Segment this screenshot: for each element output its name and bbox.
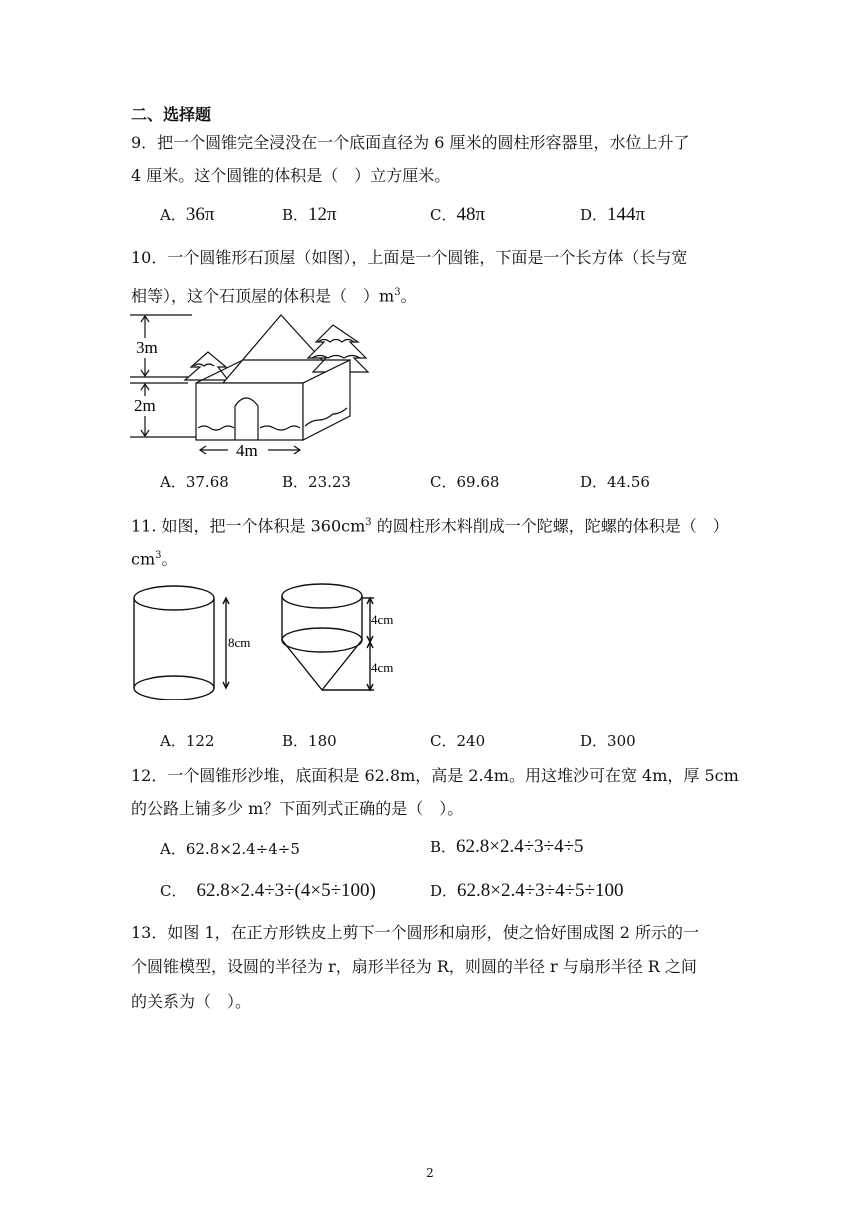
section-title: 二、选择题 <box>131 105 212 124</box>
dim-3m-label: 3m <box>136 338 158 357</box>
spinning-top-figure <box>276 578 406 700</box>
q10-text-line1: 10．一个圆锥形石顶屋（如图），上面是一个圆锥，下面是一个长方体（长与宽 <box>131 248 688 267</box>
q12-option-b[interactable]: B．62.8×2.4÷3÷4÷5 <box>430 836 584 857</box>
q11-option-d[interactable]: D．300 <box>580 732 636 750</box>
q11-text-line2: $cm^3$。 <box>131 549 178 569</box>
q12-text-line1: 12．一个圆锥形沙堆，底面积是 62.8m，高是 2.4m。用这堆沙可在宽 4m，厚 5cm <box>131 766 739 785</box>
q10-option-c[interactable]: C．69.68 <box>430 473 500 491</box>
q9-option-c[interactable]: C．48π <box>430 204 486 225</box>
cylinder-figure <box>128 578 268 700</box>
cylinder-height-label: 8cm <box>228 635 251 650</box>
q11-option-a[interactable]: A．122 <box>160 732 215 750</box>
q11-option-c[interactable]: C．240 <box>430 732 486 750</box>
q9-option-d[interactable]: D．144π <box>580 204 646 225</box>
q12-option-c[interactable]: C． 62.8×2.4÷3÷(4×5÷100) <box>160 880 376 901</box>
q9-option-b[interactable]: B．12π <box>282 204 337 225</box>
q12-option-a[interactable]: A．62.8×2.4÷4÷5 <box>160 840 300 858</box>
q13-text-line3: 的关系为（ ）。 <box>131 992 252 1011</box>
q10-text-line2: 相等），这个石顶屋的体积是（ ）$m^3$。 <box>131 286 417 306</box>
q11-option-b[interactable]: B．180 <box>282 732 337 750</box>
page-number: 2 <box>426 1166 434 1180</box>
dim-4m-label: 4m <box>236 441 258 460</box>
q11-text-line1: 11. 如图，把一个体积是 $360cm^3$ 的圆柱形木料削成一个陀螺，陀螺的体积是（ ） <box>131 516 729 536</box>
stone-house-figure <box>128 310 383 462</box>
q12-option-d[interactable]: D．62.8×2.4÷3÷4÷5÷100 <box>430 880 624 901</box>
q10-option-d[interactable]: D．44.56 <box>580 473 650 491</box>
q9-text-line2: 4 厘米。这个圆锥的体积是（ ）立方厘米。 <box>131 166 451 185</box>
q12-text-line2: 的公路上铺多少 m？下面列式正确的是（ ）。 <box>131 799 464 818</box>
top-height-upper-label: 4cm <box>371 612 394 627</box>
q9-text-line1: 9．把一个圆锥完全浸没在一个底面直径为 6 厘米的圆柱形容器里，水位上升了 <box>131 133 690 152</box>
q13-text-line2: 个圆锥模型，设圆的半径为 r，扇形半径为 R，则圆的半径 r 与扇形半径 R 之间 <box>131 957 697 976</box>
q10-option-b[interactable]: B．23.23 <box>282 473 351 491</box>
q13-text-line1: 13．如图 1，在正方形铁皮上剪下一个圆形和扇形，使之恰好围成图 2 所示的一 <box>131 923 699 942</box>
q9-option-a[interactable]: A．36π <box>160 204 215 225</box>
q10-option-a[interactable]: A．37.68 <box>160 473 229 491</box>
top-height-lower-label: 4cm <box>371 660 394 675</box>
dim-2m-label: 2m <box>134 396 156 415</box>
